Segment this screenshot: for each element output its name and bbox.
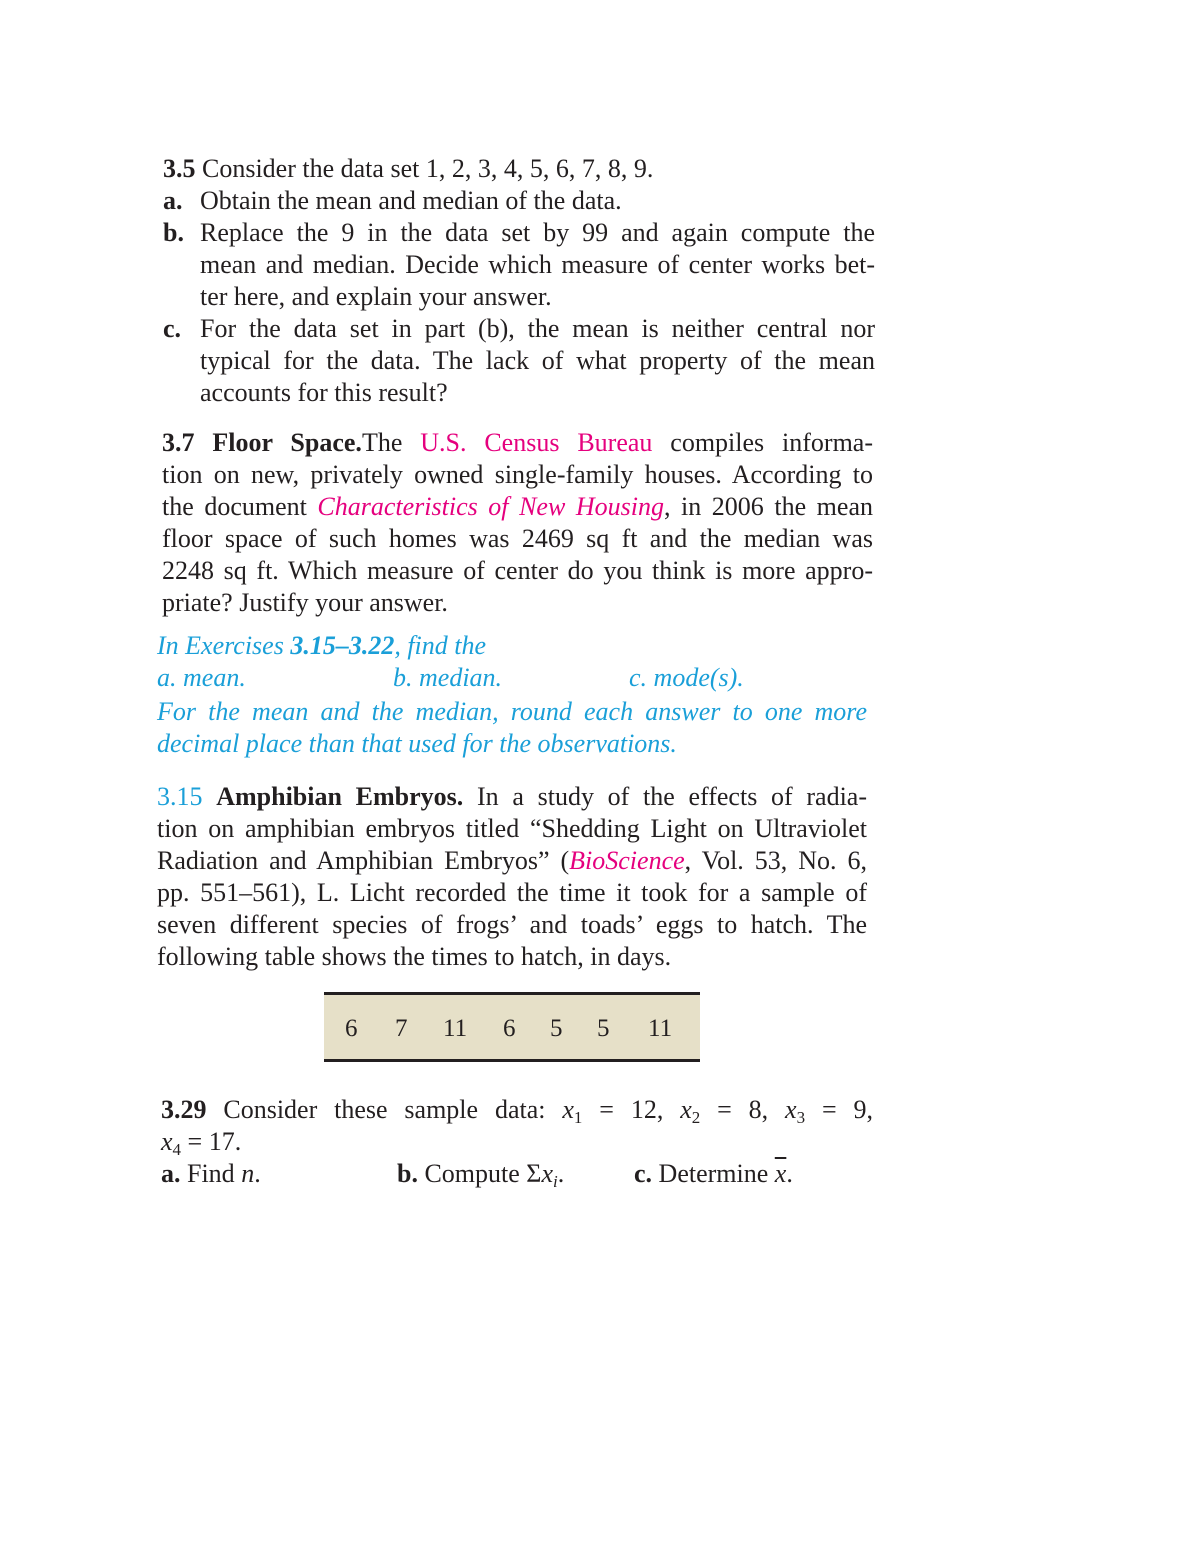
- table-cell: 7: [395, 1015, 408, 1042]
- exercise-part-b: [163, 217, 875, 313]
- exercise-line: following table shows the times to hatch, in days.: [157, 942, 672, 971]
- table-cell: 6: [345, 1015, 358, 1042]
- exercise-number: 3.5: [163, 154, 196, 183]
- exercise-line: the document Characteristics of New Housing, in 2006 the mean: [162, 492, 873, 521]
- table-cell: 11: [443, 1015, 468, 1042]
- exercise-number: 3.15: [157, 782, 203, 811]
- table-cell: 5: [597, 1015, 610, 1042]
- exercise-line: 2248 sq ft. Which measure of center do you think is more appro-: [162, 556, 873, 585]
- exercise-line: tion on amphibian embryos titled “Shedding Light on Ultraviolet: [157, 814, 867, 843]
- exercise-line: pp. 551–561), L. Licht recorded the time it took for a sample of: [157, 878, 867, 907]
- exercise-line: Radiation and Amphibian Embryos” (BioScience, Vol. 53, No. 6,: [157, 846, 867, 875]
- option-mode: c. mode(s).: [629, 663, 744, 692]
- exercise-line: tion on new, privately owned single-family houses. According to: [162, 460, 873, 489]
- exercise-part-c: [163, 313, 875, 409]
- option-mean: a. mean.: [157, 663, 246, 692]
- exercise-stem-text: Consider the data set 1, 2, 3, 4, 5, 6, 7, 8, 9.: [202, 154, 654, 183]
- part-text-line: mean and median. Decide which measure of center works bet-: [200, 250, 875, 279]
- table-cell: 11: [648, 1015, 673, 1042]
- exercise-title: Floor Space.: [212, 428, 362, 457]
- instructions-line: decimal place than that used for the observations.: [157, 729, 677, 758]
- table-cell: 6: [503, 1015, 516, 1042]
- document-title-link[interactable]: Characteristics of New Housing: [317, 492, 664, 521]
- exercise-line: priate? Justify your answer.: [162, 588, 448, 617]
- exercise-title: Amphibian Embryos.: [216, 782, 464, 811]
- exercise-line: $x_4 = 17$.: [161, 1127, 242, 1159]
- instructions-line: For the mean and the median, round each answer to one more: [157, 697, 867, 726]
- part-text-line: For the data set in part (b), the mean is neither central nor: [200, 314, 875, 343]
- part-text-line: ter here, and explain your answer.: [200, 282, 552, 311]
- hatch-times-table: [324, 992, 700, 1062]
- journal-link[interactable]: BioScience: [569, 846, 685, 875]
- exercise-line: floor space of such homes was 2469 sq ft and the median was: [162, 524, 873, 553]
- part-c: c. Determine $\overline{x}$.: [634, 1159, 793, 1188]
- exercise-number: 3.29: [161, 1095, 207, 1124]
- part-text-line: Replace the 9 in the data set by 99 and again compute the: [200, 218, 875, 247]
- table-cell: 5: [550, 1015, 563, 1042]
- exercise-part-a: [163, 185, 875, 217]
- exercise-line: 3.29 Consider these sample data: $x_1 = 12$, $x_2 = 8$, $x_3 = 9$,: [161, 1095, 874, 1127]
- exercise-3-15: [157, 781, 867, 973]
- option-median: b. median.: [393, 663, 503, 692]
- census-bureau-link[interactable]: U.S. Census Bureau: [420, 428, 653, 457]
- part-label: c.: [163, 314, 182, 343]
- part-label: b.: [163, 218, 184, 247]
- exercise-parts: [161, 1158, 873, 1192]
- exercise-line: 3.7 Floor Space.The U.S. Census Bureau compiles informa-: [162, 428, 873, 457]
- part-text-line: Obtain the mean and median of the data.: [200, 186, 622, 215]
- part-text-line: accounts for this result?: [200, 378, 448, 407]
- exercise-range: 3.15–3.22: [290, 631, 395, 660]
- exercise-3-29: [161, 1094, 873, 1192]
- instructions-line: In Exercises 3.15–3.22, find the: [157, 631, 487, 660]
- part-label: a.: [163, 186, 183, 215]
- exercise-line: seven different species of frogs’ and toads’ eggs to hatch. The: [157, 910, 867, 939]
- exercise-3-7: [162, 427, 873, 619]
- exercise-3-5-stem: [163, 153, 875, 185]
- part-text-line: typical for the data. The lack of what property of the mean: [200, 346, 875, 375]
- part-b: b. Compute $\Sigma x_i$.: [397, 1159, 565, 1191]
- exercise-number: 3.7: [162, 428, 195, 457]
- part-a: a. Find n.: [161, 1159, 261, 1188]
- exercise-3-5: [163, 153, 875, 409]
- exercise-line: 3.15 Amphibian Embryos. In a study of the effects of radia-: [157, 782, 868, 811]
- exercise-instructions: [157, 630, 867, 760]
- instructions-options: [157, 662, 867, 696]
